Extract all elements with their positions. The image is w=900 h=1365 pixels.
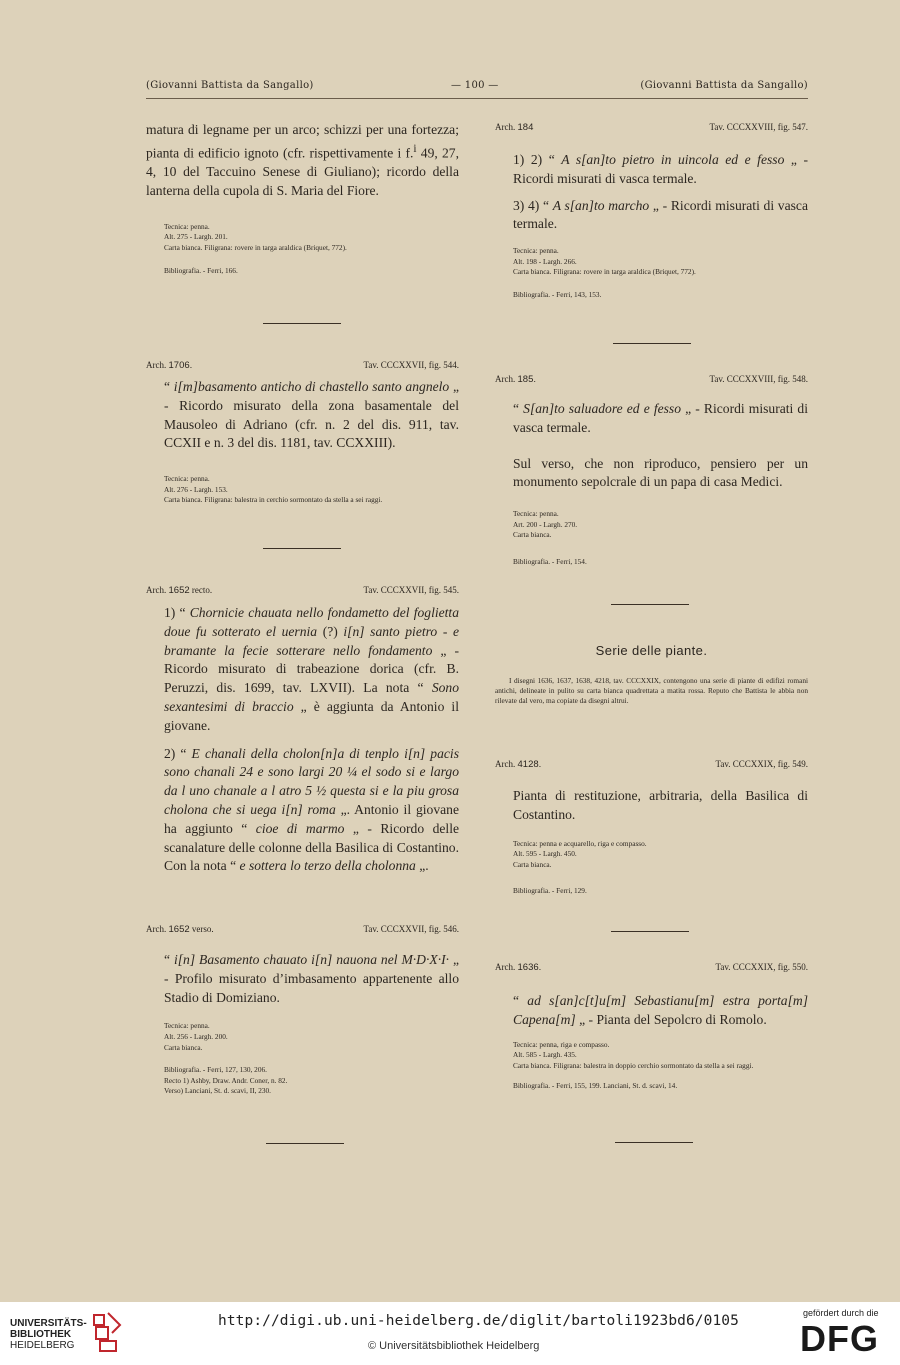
entry-bibliography: Bibliografia. - Ferri, 129.: [513, 886, 587, 896]
entry-text: “ i[n] Basamento chauato i[n] nauona nel M·D·X·I· „ - Profilo misurato d’imbasamento appartenente allo Stadio di Domiziano.: [164, 952, 459, 1005]
separator: [615, 1142, 693, 1143]
entry-heading: Arch. 1652 verso. Tav. CCCXXVII, fig. 546.: [146, 924, 459, 935]
page-number: — 100 —: [451, 80, 499, 91]
section-serie-delle-piante: [495, 643, 808, 706]
entry-heading: Arch. 1636. Tav. CCCXXIX, fig. 550.: [495, 962, 808, 973]
entry-technique: Tecnica: penna e acquarello, riga e compasso. Alt. 595 - Largh. 450. Carta bianca.: [513, 838, 647, 869]
entry-bibliography: Bibliografia. - Ferri, 127, 130, 206. Recto 1) Ashby, Draw. Andr. Coner, n. 82. Verso) Lanciani, St. d. scavi, II, 230.: [164, 1065, 288, 1096]
entry-text: “ i[m]basamento anticho di chastello santo angnelo „ - Ricordo misurato della zona basamentale del Mausoleo di Adriano (cfr. n. 2 del dis. 911, tav. CCXII e n. 3 del dis. 1181, tav. CCXXIII).: [164, 379, 460, 451]
entry-technique: Tecnica: penna. Alt. 198 - Largh. 266. Carta bianca. Filigrana: rovere in targa araldica (Briquet, 772).: [513, 246, 696, 277]
intro-bibliography: Bibliografia. - Ferri, 166.: [164, 265, 238, 275]
header-left: (Giovanni Battista da Sangallo): [146, 80, 314, 91]
section-title: Serie delle piante.: [595, 643, 708, 658]
entry-paragraph-1: 1) 2) “ A s[an]to pietro in uincola ed e fesso „ - Ricordi misurati di vasca termale.: [513, 152, 808, 186]
entry-technique: Tecnica: penna. Art. 200 - Largh. 270. Carta bianca.: [513, 509, 578, 540]
entry-text: Pianta di restituzione, arbitraria, della Basilica di Costantino.: [513, 788, 808, 822]
separator: [266, 1143, 344, 1144]
intro-text: matura di legname per un arco; schizzi per una fortezza; pianta di edificio ignoto (cfr. rispettivamente i f.$^i$ 49, 27, 4, 10 del Taccuino Senese di Giuliano); ricordo della lanterna della cupola di S. Maria del Fiore.: [146, 122, 459, 198]
separator: [613, 343, 691, 344]
running-header: [146, 77, 808, 97]
library-logo-text: UNIVERSITÄTS- BIBLIOTHEK HEIDELBERG: [10, 1318, 87, 1351]
separator: [611, 931, 689, 932]
entry-1652-verso: [146, 924, 459, 1097]
entry-heading: Arch. 1706. Tav. CCCXXVII, fig. 544.: [146, 360, 459, 371]
separator: [263, 548, 341, 549]
footer-bar: [0, 1302, 900, 1365]
header-right: (Giovanni Battista da Sangallo): [640, 80, 808, 91]
funding-label: gefördert durch die: [803, 1308, 879, 1318]
left-intro: [146, 121, 459, 276]
dfg-logo: DFG: [800, 1318, 879, 1359]
entry-185: [495, 374, 808, 568]
entry-paragraph-2: 3) 4) “ A s[an]to marcho „ - Ricordi misurati di vasca termale.: [513, 197, 808, 232]
entry-paragraph-2: 2) “ E chanali della cholon[n]a di tenplo i[n] pacis sono chanali 24 e sono largi 20 ¼ el sodo si e largo da l uno chanale a l atro 5 ½ questa si e la piu grosa cholona che si uega i[n] roma „. Antonio il giovane ha aggiunto “ cioe di marmo „ - Ricordo delle scanalature delle colonne della Basilica di Costantino. Con la nota “ e sottera lo terzo della cholonna „.: [164, 745, 460, 874]
entry-technique: Tecnica: penna. Alt. 276 - Largh. 153. Carta bianca. Filigrana: balestra in cerchio sormontato da stella a sei raggi.: [164, 474, 383, 505]
entry-184: [495, 122, 808, 301]
entry-text: “ ad s[an]c[t]u[m] Sebastianu[m] estra porta[m] Capena[m] „ - Pianta del Sepolcro di Romolo.: [513, 993, 808, 1027]
header-rule: [146, 98, 808, 99]
entry-paragraph-1: “ S[an]to saluadore ed e fesso „ - Ricordi misurati di vasca termale.: [513, 401, 809, 435]
entry-paragraph-1: 1) “ Chornicie chauata nello fondametto del foglietta doue fu sotterato el uernia (?) i[n] santo pietro - e bramante la fecie sotterare nello fondamento „ - Ricordo misurato di trabeazione dorica (cfr. B. Peruzzi, dis. 1699, tav. LXVII). La nota “ Sono sexantesimi di braccio „ è aggiunta da Antonio il giovane.: [164, 605, 460, 733]
entry-1652-recto: [146, 585, 459, 876]
entry-heading: Arch. 185. Tav. CCCXXVIII, fig. 548.: [495, 374, 808, 385]
entry-bibliography: Bibliografia. - Ferri, 155, 199. Lanciani, St. d. scavi, 14.: [513, 1081, 678, 1091]
entry-paragraph-2: Sul verso, che non riproduco, pensiero per un monumento sepolcrale di un papa di casa Medici.: [513, 455, 808, 490]
entry-4128: [495, 759, 808, 897]
entry-technique: Tecnica: penna. Alt. 256 - Largh. 200. Carta bianca.: [164, 1021, 228, 1052]
library-logo-icon: [90, 1311, 122, 1353]
entry-heading: Arch. 4128. Tav. CCCXXIX, fig. 549.: [495, 759, 808, 770]
entry-heading: Arch. 1652 recto. Tav. CCCXXVII, fig. 545.: [146, 585, 459, 596]
copyright: © Universitätsbibliothek Heidelberg: [368, 1340, 540, 1352]
entry-1636: [495, 962, 808, 1092]
entry-bibliography: Bibliografia. - Ferri, 143, 153.: [513, 289, 602, 299]
section-intro: I disegni 1636, 1637, 1638, 4218, tav. CCCXXIX, contengono una serie di piante di edifizi romani antichi, delineate in pulito su carta bianca quadrettata a matita rossa. Reputo che Battista le abbia non rilevate dal vero, ma copiate da disegni altrui.: [495, 676, 808, 705]
separator: [263, 323, 341, 324]
intro-technique: Tecnica: penna. Alt. 275 - Largh. 201. Carta bianca. Filigrana: rovere in targa araldica (Briquet, 772).: [164, 221, 347, 252]
separator: [611, 604, 689, 605]
entry-heading: Arch. 184 Tav. CCCXXVIII, fig. 547.: [495, 122, 808, 133]
entry-1706: [146, 360, 459, 506]
permalink[interactable]: http://digi.ub.uni-heidelberg.de/diglit/bartoli1923bd6/0105: [218, 1313, 739, 1329]
entry-bibliography: Bibliografia. - Ferri, 154.: [513, 556, 587, 566]
entry-technique: Tecnica: penna, riga e compasso. Alt. 585 - Largh. 435. Carta bianca. Filigrana: balestra in doppio cerchio sormontato da stella a sei raggi.: [513, 1039, 754, 1070]
